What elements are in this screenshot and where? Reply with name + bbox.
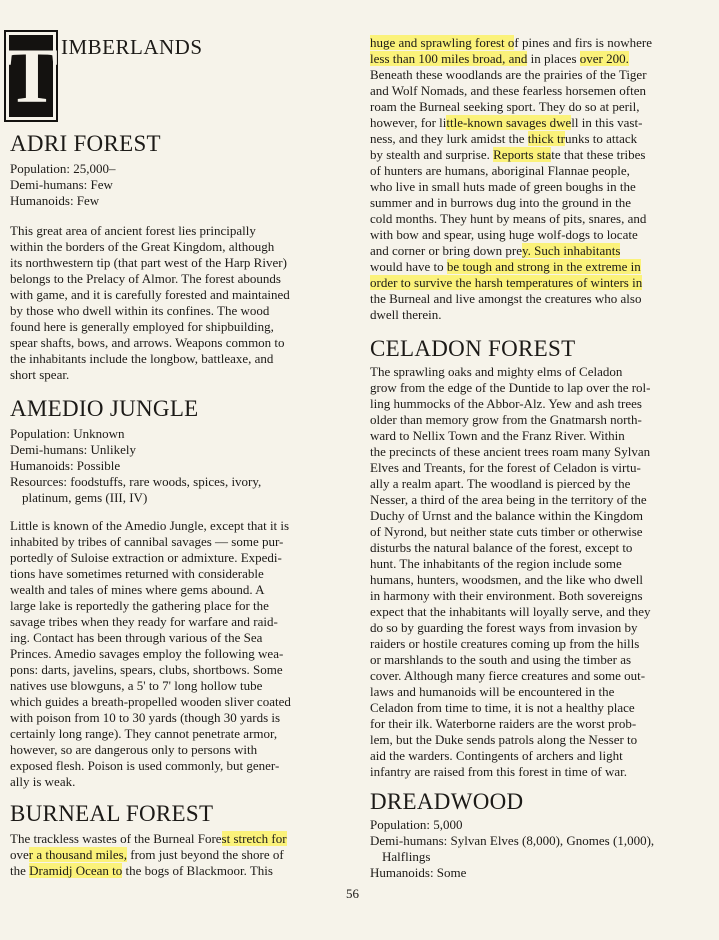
text-span: te that these tribes [551,147,646,162]
text-line [370,35,652,51]
text-line: its northwestern tip (that part west of the Harp River) [10,255,287,270]
text-line: who live in small huts made of green boughs in the [370,179,636,194]
text-span: and corner or bring down pre [370,243,522,258]
text-line [10,847,287,863]
text-line: natives use blowguns, a 5' to 7' long hollow tube [10,678,263,693]
highlight-span: less than 100 miles broad, and [370,51,528,66]
stat-line: Resources: foodstuffs, rare woods, spices, ivory, [10,474,262,489]
text-line: pons: darts, javelins, spears, clubs, shortbows. Some [10,662,283,677]
text-line: tions have sometimes returned with considerable [10,566,264,581]
stat-line: Humanoids: Possible [10,458,121,473]
celadon-body [370,364,651,780]
text-line: aid the warders. Contingents of archers and light [370,748,623,763]
stat-line: Demi-humans: Unlikely [10,442,137,457]
text-span: in places [527,51,580,66]
text-line: ally a realm apart. The woodland is pierced by the [370,476,631,491]
text-line: ling hummocks of the Abbor-Alz. Yew and ash trees [370,396,642,411]
text-line: with game, and it is carefully forested and maintained [10,287,290,302]
dreadwood-stats [370,817,654,881]
text-span: ness, and they lurk amidst the [370,131,528,146]
text-span: unks to attack [564,131,638,146]
text-line: and Wolf Nomads, and these fearless horsemen often [370,83,646,98]
text-span: however, for li [370,115,447,130]
stat-line: Population: 5,000 [370,817,463,832]
text-line: disturbs the natural balance of the forest, except to [370,540,633,555]
text-line: belongs to the Prelacy of Almor. The forest abounds [10,271,281,286]
text-line: of hunters are humans, aboriginal Flannae people, [370,163,630,178]
text-line [370,275,652,291]
text-line: spear shafts, bows, and arrows. Weapons common to [10,335,285,350]
text-line: however, so are dangerous only to persons with [10,742,258,757]
stat-line: Humanoids: Few [10,193,100,208]
chapter-title [4,30,203,122]
text-line: older than memory grow from the Gnatmarsh north- [370,412,642,427]
text-span: the [10,863,30,878]
amedio-stats [10,426,261,506]
text-line: exposed flesh. Poison is used commonly, but gener- [10,758,280,773]
text-line: cover. Although many fierce creatures and some out- [370,668,646,683]
text-line: Elves and Treants, for the forest of Celadon is virtu- [370,460,641,475]
text-line: Duchy of Urnst and the balance within the Kingdom [370,508,643,523]
text-line: dwell therein. [370,307,442,322]
text-line [370,259,652,275]
text-line: large lake is reportedly the gathering place for the [10,598,269,613]
text-line: wealth and tales of mines where gems abound. A [10,582,265,597]
text-line: which guides a breath-propelled wooden sliver coated [10,694,291,709]
text-line: or marshlands to the south and using the timber as [370,652,632,667]
adri-stats [10,161,115,209]
stat-line: platinum, gems (III, IV) [22,490,148,505]
text-line: lem, but the Duke sends patrols along the Nesser to [370,732,638,747]
stat-line: Population: 25,000– [10,161,116,176]
highlight-span: Reports sta [493,147,552,162]
text-line: expect that the inhabitants will loyally serve, and they [370,604,651,619]
text-line [370,51,652,67]
text-span: would have to [370,259,447,274]
stat-line: Humanoids: Some [370,865,467,880]
text-line [370,115,652,131]
highlight-span: ttle-known savages dwe [446,115,572,130]
text-span: by stealth and surprise. [370,147,494,162]
text-line [10,831,287,847]
text-line [370,147,652,163]
highlight-span: y. Such inhabitants [521,243,621,258]
text-line: Beneath these woodlands are the prairies of the Tiger [370,67,647,82]
highlight-span: be tough and strong in the extreme in [446,259,641,274]
burneal-body-right [370,35,652,323]
highlight-span: over 200. [579,51,629,66]
heading-amedio-jungle: AMEDIO JUNGLE [10,396,199,421]
stat-line: Demi-humans: Sylvan Elves (8,000), Gnomes (1,000), [370,833,655,848]
text-line: The sprawling oaks and mighty elms of Celadon [370,364,623,379]
text-line [370,243,652,259]
text-line: certainly long range). They cannot penetrate armor, [10,726,278,741]
heading-celadon-forest: CELADON FOREST [370,336,576,361]
text-line: within the borders of the Great Kingdom, although [10,239,275,254]
text-line: the precincts of these ancient trees roam many Sylvan [370,444,651,459]
text-line: the Burneal and live amongst the creatures who also [370,291,642,306]
text-line: laws and humanoids will be encountered in the [370,684,615,699]
text-span: the bogs of Blackmoor. This [122,863,273,878]
highlight-span: st stretch for [221,831,287,846]
text-line: Princes. Amedio savages employ the following wea- [10,646,284,661]
text-line: Nesser, a third of the area being in the territory of the [370,492,647,507]
chapter-title-text: IMBERLANDS [61,35,203,59]
text-line: with poison from 10 to 30 yards (though 30 yards is [10,710,281,725]
dropcap-initial: T [4,30,58,122]
text-line: the inhabitants include the longbow, battleaxe, and [10,351,274,366]
text-line: do so by guarding the forest ways from invasion by [370,620,638,635]
text-line: roam the Burneal seeking sport. They do so at peril, [370,99,640,114]
text-line: for their ilk. Waterborne raiders are the worst prob- [370,716,637,731]
text-line: of Nyrond, but neither state cuts timber or otherwise [370,524,643,539]
text-span: f pines and firs is nowhere [514,35,652,50]
stat-line: Halflings [382,849,431,864]
heading-dreadwood: DREADWOOD [370,789,524,814]
text-line: by those who dwell within its confines. The wood [10,303,270,318]
text-line: ward to Nellix Town and the Franz River. Within [370,428,625,443]
amedio-body [10,518,291,790]
page-number: 56 [346,886,359,901]
text-line: inhabited by tribes of cannibal savages — some pur- [10,534,284,549]
burneal-body-left [10,831,287,879]
text-line [10,863,287,879]
text-line: hunt. The inhabitants of the region include some [370,556,622,571]
text-line: cold months. They hunt by means of pits, snares, and [370,211,647,226]
text-line: short spear. [10,367,70,382]
highlight-span: huge and sprawling forest o [370,35,515,50]
highlight-span: thick tr [527,131,565,146]
text-line: portedly of Suloise extraction or admixture. Expedi- [10,550,282,565]
text-line: in harmony with their environment. Both sovereigns [370,588,643,603]
text-line: infantry are raised from this forest in time of war. [370,764,628,779]
text-line: This great area of ancient forest lies principally [10,223,256,238]
text-line: ally is weak. [10,774,76,789]
text-line: summer and in burrows dug into the ground in the [370,195,632,210]
text-line: ing. Contact has been through various of the Sea [10,630,263,645]
text-line: with bow and spear, using huge wolf-dogs to locate [370,227,638,242]
heading-burneal-forest: BURNEAL FOREST [10,801,214,826]
text-span: The trackless wastes of the Burneal Fore [10,831,222,846]
text-line: grow from the edge of the Duntide to lap over the rol- [370,380,651,395]
text-span: ll in this vast- [571,115,643,130]
text-span: from just beyond the shore of [127,847,284,862]
highlight-span: order to survive the harsh temperatures of winters in [370,275,643,290]
text-span: ove [10,847,29,862]
text-line: Celadon from time to time, it is not a healthy place [370,700,635,715]
text-line [370,131,652,147]
text-line: Little is known of the Amedio Jungle, except that it is [10,518,290,533]
stat-line: Population: Unknown [10,426,125,441]
adri-body [10,223,290,383]
text-line: raiders or hostile creatures coming up from the hills [370,636,640,651]
highlight-span: r a thousand miles, [28,847,127,862]
text-line: savage tribes when they ready for warfare and raid- [10,614,278,629]
highlight-span: Dramidj Ocean to [29,863,123,878]
text-line: humans, hunters, woodsmen, and the like who dwell [370,572,643,587]
stat-line: Demi-humans: Few [10,177,113,192]
heading-adri-forest: ADRI FOREST [10,131,161,156]
text-line: found here is generally employed for shipbuilding, [10,319,274,334]
